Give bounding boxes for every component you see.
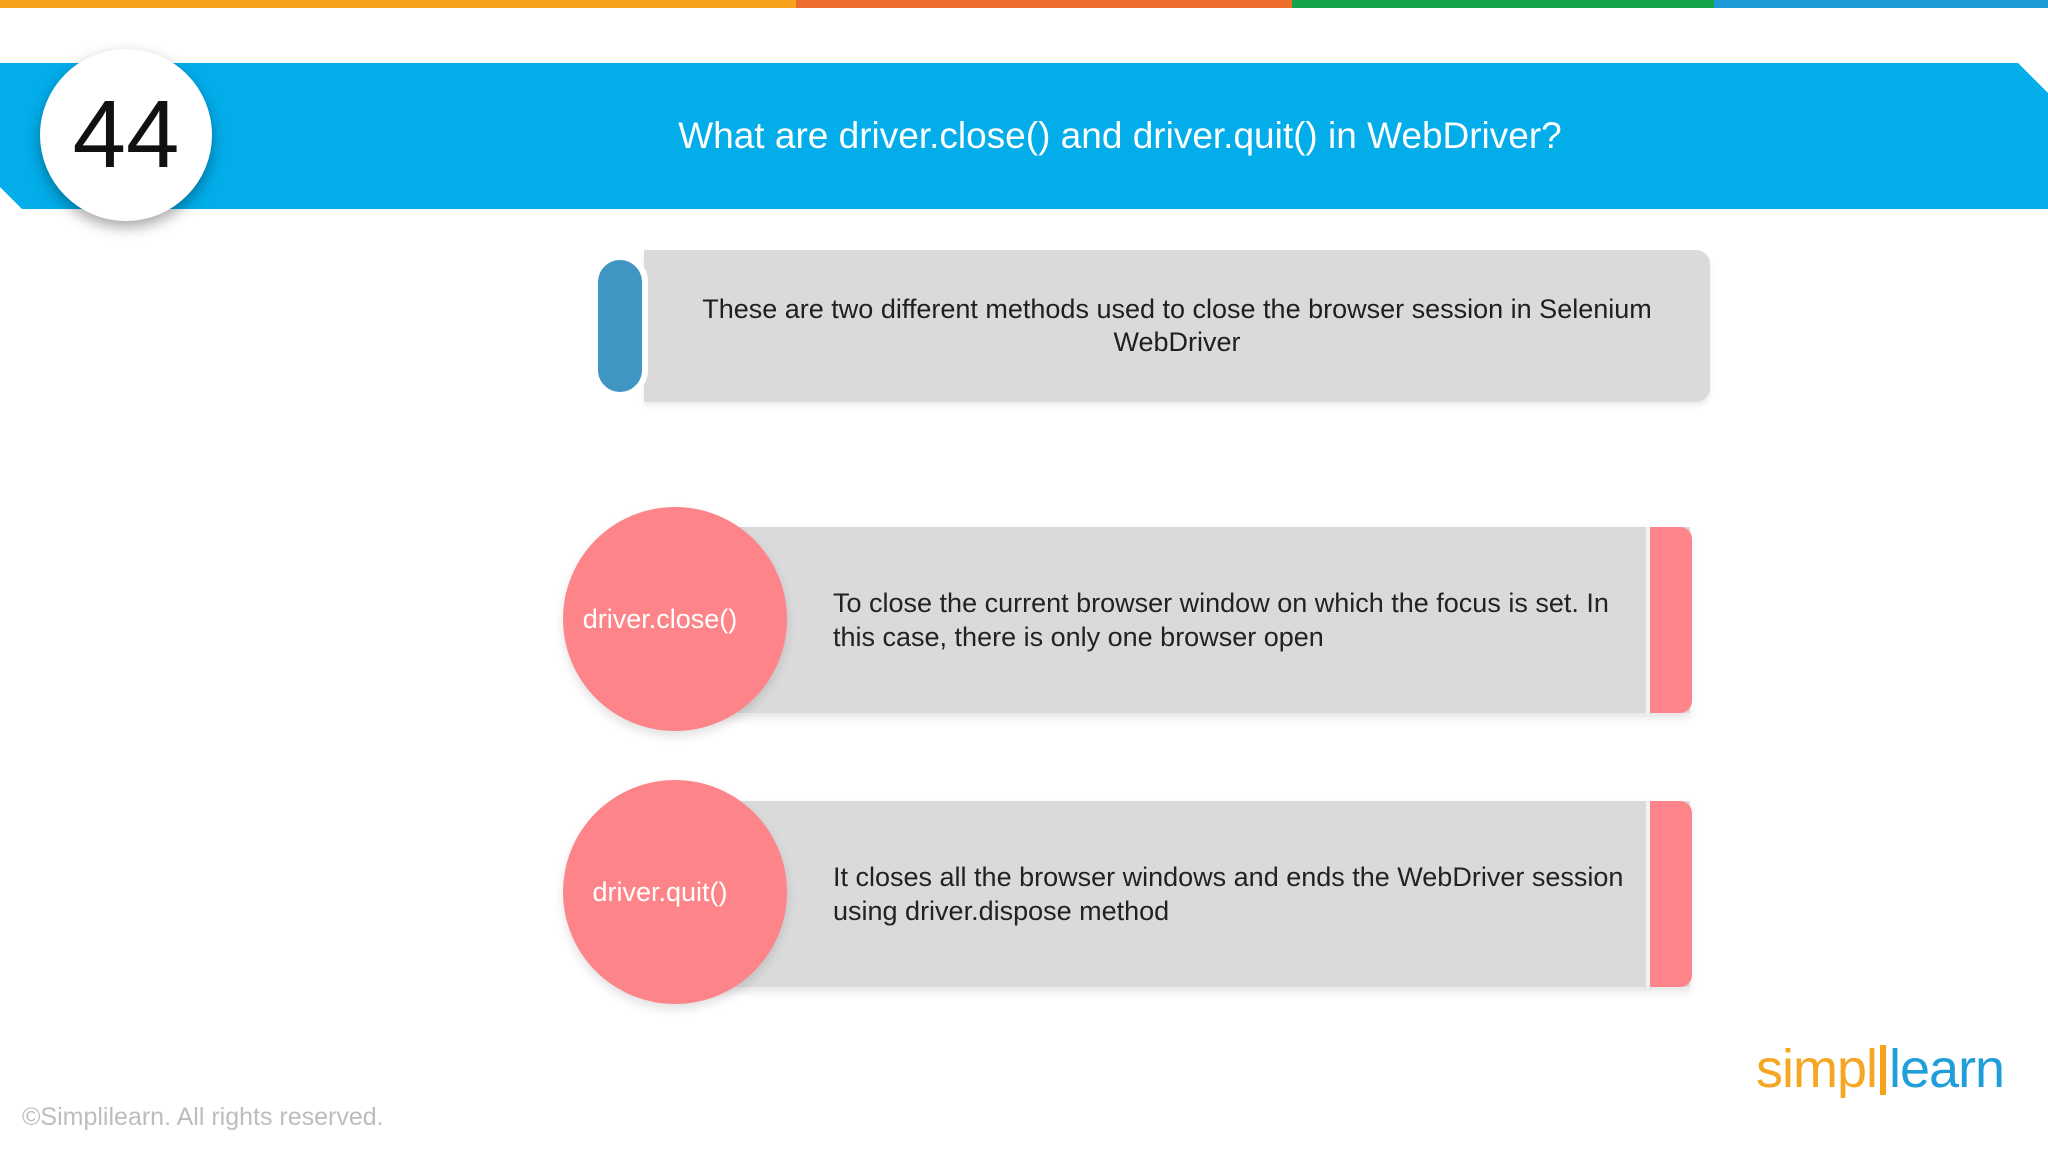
logo-bar [1880, 1045, 1886, 1095]
method-description-close [833, 527, 1633, 713]
slide-number-badge [40, 49, 212, 221]
slide-title: What are driver.close() and driver.quit() in WebDriver? [678, 115, 1562, 156]
intro-text: These are two different methods used to close the browser session in Selenium WebDriver [702, 294, 1652, 357]
method-accent-quit [1646, 801, 1692, 987]
intro-cap [592, 254, 648, 398]
slide-number: 44 [72, 81, 180, 188]
method-description-close-text: To close the current browser window on which the focus is set. In this case, there is only one browser open [833, 588, 1609, 652]
method-circle-quit [563, 780, 787, 1004]
top-stripe-blue [1714, 0, 2048, 8]
method-description-quit-text: It closes all the browser windows and ends the WebDriver session using driver.dispose method [833, 862, 1624, 926]
top-stripe-red [796, 0, 1292, 8]
method-name-quit: driver.quit() [592, 876, 728, 907]
logo-text-simpl: simpl [1756, 1039, 1878, 1099]
copyright-text: ©Simplilearn. All rights reserved. [22, 1103, 384, 1131]
top-stripe-orange [0, 0, 796, 8]
simplilearn-logo [1756, 1038, 2004, 1100]
method-accent-close [1646, 527, 1692, 713]
method-description-quit [833, 801, 1633, 987]
top-stripe-green [1292, 0, 1714, 8]
method-circle-close [563, 507, 787, 731]
logo-text-learn: learn [1889, 1039, 2005, 1099]
method-name-close: driver.close() [582, 603, 738, 634]
